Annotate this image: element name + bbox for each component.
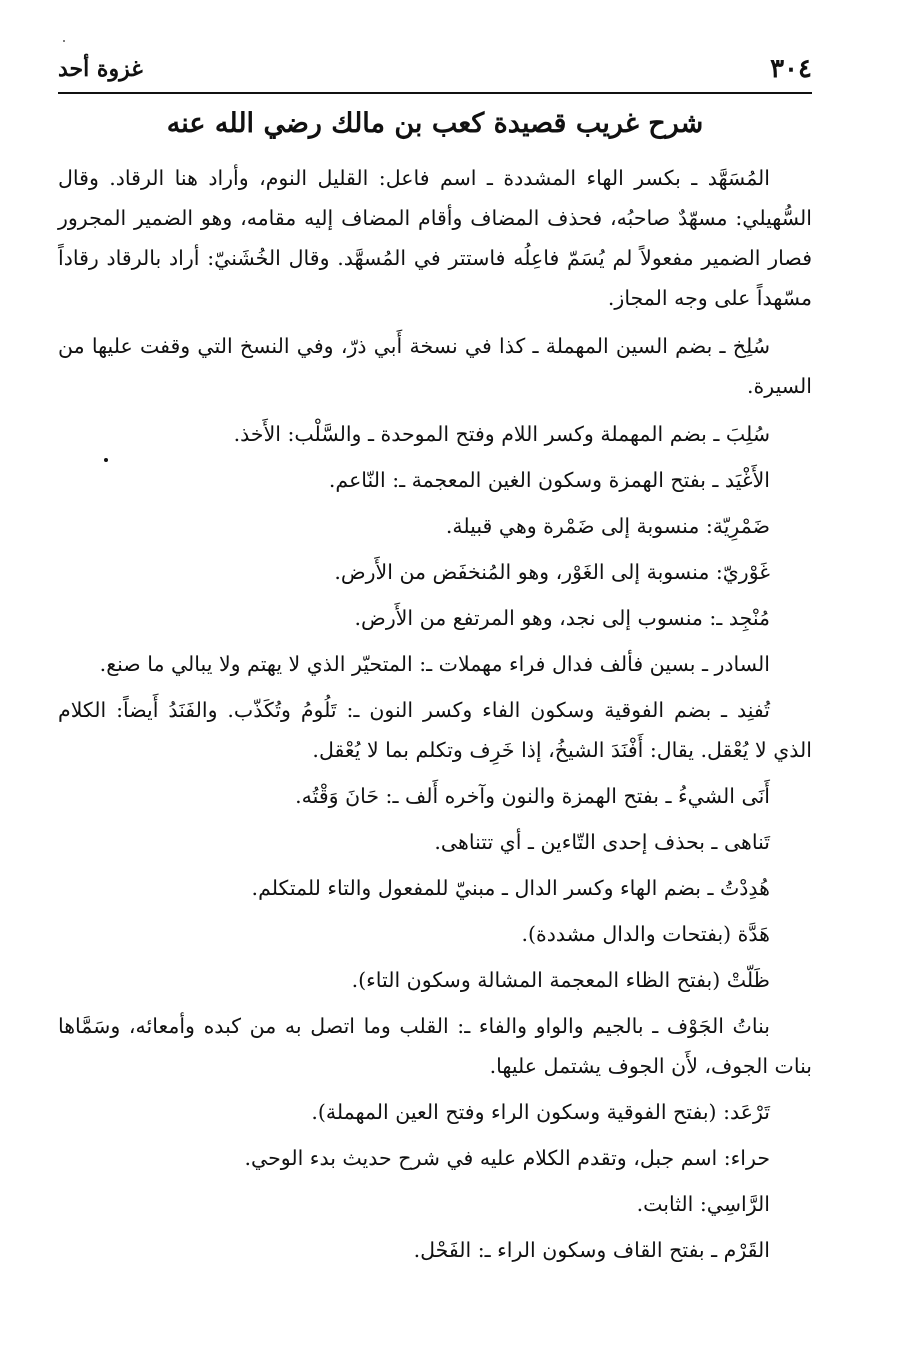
glossary-entry: مُنْجِد ـ: منسوب إلى نجد، وهو المرتفع من الأَرض. [354,606,770,630]
glossary-entry: حراء: اسم جبل، وتقدم الكلام عليه في شرح حديث بدء الوحي. [244,1146,770,1170]
scan-speck [63,40,65,42]
page-number: ٣٠٤ [770,54,812,84]
glossary-entry: أَنَى الشيءُ ـ بفتح الهمزة والنون وآخره أَلف ـ: حَانَ وَقْتُه. [295,784,770,808]
running-title: غزوة أحد [58,56,143,82]
glossary-entry: هُدِدْتُ ـ بضم الهاء وكسر الدال ـ مبنيّ للمفعول والتاء للمتكلم. [251,876,770,900]
glossary-entry: تَناهى ـ بحذف إحدى التّاءين ـ أي تتناهى. [434,830,770,854]
glossary-entry: تَرْعَد: (بفتح الفوقية وسكون الراء وفتح العين المهملة). [311,1100,770,1124]
glossary-entry: السادر ـ بسين فألف فدال فراء مهملات ـ: المتحيّر الذي لا يهتم ولا يبالي ما صنع. [99,652,770,676]
paragraph: سُلِخ ـ بضم السين المهملة ـ كذا في نسخة أَبي ذرّ، وفي النسخ التي وقفت عليها من السيرة. [58,334,812,398]
glossary-entry: غَوْريّ: منسوبة إلى الغَوْر، وهو المُنخفَض من الأَرض. [334,560,770,584]
glossary-entry: ضَمْرِيّة: منسوبة إلى ضَمْرة وهي قبيلة. [445,514,770,538]
glossary-entry: سُلِبَ ـ بضم المهملة وكسر اللام وفتح الموحدة ـ والسَّلْب: الأَخذ. [233,422,770,446]
page-header [58,52,812,94]
glossary-entry: بناتُ الجَوْف ـ بالجيم والواو والفاء ـ: القلب وما اتصل به من كبده وأمعائه، وسَمَّاها بنات الجوف، لأَن الجوف يشتمل عليها. [58,1014,812,1078]
glossary-entries [58,158,812,1276]
glossary-entry: تُفنِد ـ بضم الفوقية وسكون الفاء وكسر النون ـ: تَلُومُ وتُكَذّب. والفَنَدُ أَيضاً: الكلام الذي لا يُعْقل. يقال: أَفْنَدَ الشيخُ، إذا خَرِف وتكلم بما لا يُعْقل. [58,698,812,762]
paragraph: المُسَهَّد ـ بكسر الهاء المشددة ـ اسم فاعل: القليل النوم، وأراد هنا الرقاد. وقال السُّهيلي: مسهّدٌ صاحبُه، فحذف المضاف وأقام المضاف إليه مقامه، وهو الضمير المجرور فصار الضمير مفعولاً لم يُسَمّ فاعِلُه فاستتر في المُسهَّد. وقال الخُشَنيّ: أراد بالرقاد رقاداً مسّهداً على وجه المجاز. [58,166,812,310]
glossary-entry: ظَلّتْ (بفتح الظاء المعجمة المشالة وسكون التاء). [351,968,770,992]
glossary-entry: هَدَّة (بفتحات والدال مشددة). [521,922,770,946]
glossary-entry: الرَّاسِي: الثابت. [636,1192,770,1216]
glossary-entry: القَرْم ـ بفتح القاف وسكون الراء ـ: الفَحْل. [413,1238,770,1262]
section-title: شرح غريب قصيدة كعب بن مالك رضي الله عنه [166,108,704,139]
glossary-entry: الأَغْيَد ـ بفتح الهمزة وسكون الغين المعجمة ـ: النّاعم. [328,468,770,492]
